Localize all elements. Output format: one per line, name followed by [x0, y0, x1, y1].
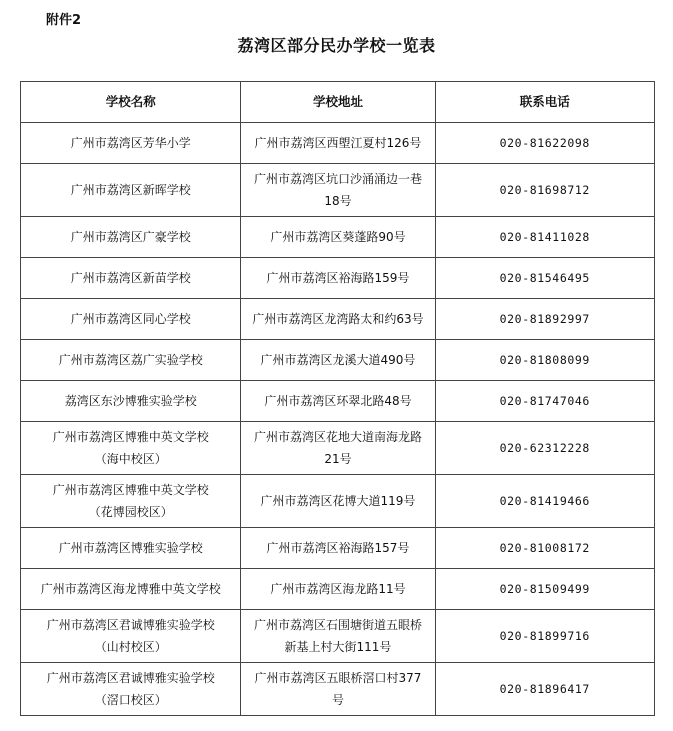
school-name-cell-line: 广州市荔湾区广豪学校	[70, 230, 191, 244]
school-name-cell	[21, 610, 241, 663]
phone-cell: 020-81899716	[435, 610, 654, 663]
school-name-cell	[21, 381, 241, 422]
school-name-cell-line: 广州市荔湾区海龙博雅中英文学校	[40, 582, 221, 596]
phone-cell: 020-81419466	[435, 475, 654, 528]
school-name-cell	[21, 258, 241, 299]
school-address-cell-line: 18号	[324, 194, 352, 208]
school-name-cell-line: 广州市荔湾区博雅实验学校	[58, 541, 203, 555]
school-address-cell-line: 广州市荔湾区花博大道119号	[260, 494, 416, 508]
school-name-cell-line: 荔湾区东沙博雅实验学校	[64, 394, 197, 408]
school-name-cell-line: （滘口校区）	[94, 693, 167, 707]
school-name-cell	[21, 422, 241, 475]
school-name-cell	[21, 164, 241, 217]
school-address-cell-line: 广州市荔湾区裕海路159号	[266, 271, 410, 285]
phone-cell: 020-81546495	[435, 258, 654, 299]
table-row	[21, 340, 655, 381]
school-name-cell-line: 广州市荔湾区博雅中英文学校	[52, 483, 209, 497]
school-address-cell-line: 广州市荔湾区裕海路157号	[266, 541, 410, 555]
phone-cell: 020-81808099	[435, 340, 654, 381]
attachment-label: 附件2	[46, 13, 82, 28]
school-address-cell-line: 广州市荔湾区西塱江夏村126号	[254, 136, 422, 150]
school-address-cell-line: 广州市荔湾区葵蓬路90号	[270, 230, 406, 244]
table-row	[21, 123, 655, 164]
school-name-cell-line: 广州市荔湾区博雅中英文学校	[52, 430, 209, 444]
school-name-cell	[21, 475, 241, 528]
school-address-cell-line: 广州市荔湾区龙湾路太和约63号	[252, 312, 424, 326]
header-phone: 联系电话	[435, 82, 654, 123]
phone-cell: 020-81411028	[435, 217, 654, 258]
school-address-cell	[241, 217, 435, 258]
school-name-cell	[21, 569, 241, 610]
phone-cell: 020-81622098	[435, 123, 654, 164]
school-name-cell	[21, 663, 241, 716]
phone-cell: 020-81747046	[435, 381, 654, 422]
school-address-cell-line: 广州市荔湾区环翠北路48号	[264, 394, 412, 408]
phone-cell: 020-81008172	[435, 528, 654, 569]
table-row	[21, 569, 655, 610]
table-header-row	[21, 82, 655, 123]
school-address-cell-line: 广州市荔湾区坑口沙涌涌边一巷	[253, 172, 422, 186]
school-address-cell-line: 号	[331, 693, 344, 707]
table-row	[21, 422, 655, 475]
school-address-cell	[241, 299, 435, 340]
school-name-cell-line: 广州市荔湾区新苗学校	[70, 271, 191, 285]
table-row	[21, 475, 655, 528]
table-row	[21, 381, 655, 422]
school-address-cell-line: 广州市荔湾区石围塘街道五眼桥	[253, 618, 422, 632]
school-address-cell-line: 广州市荔湾区五眼桥滘口村377	[254, 671, 422, 685]
table-row	[21, 299, 655, 340]
school-address-cell	[241, 258, 435, 299]
phone-cell: 020-81896417	[435, 663, 654, 716]
school-name-cell-line: 广州市荔湾区新晖学校	[70, 183, 191, 197]
school-address-cell	[241, 663, 435, 716]
school-name-cell-line: （山村校区）	[94, 640, 167, 654]
table-row	[21, 217, 655, 258]
table-row	[21, 663, 655, 716]
school-address-cell	[241, 528, 435, 569]
school-name-cell-line: （海中校区）	[94, 452, 167, 466]
school-name-cell-line: 广州市荔湾区君诚博雅实验学校	[46, 618, 215, 632]
school-address-cell	[241, 340, 435, 381]
page-title: 荔湾区部分民办学校一览表	[237, 36, 436, 55]
school-address-cell-line: 广州市荔湾区海龙路11号	[270, 582, 406, 596]
school-name-cell-line: 广州市荔湾区荔广实验学校	[58, 353, 203, 367]
school-address-cell	[241, 475, 435, 528]
schools-table	[20, 81, 655, 716]
table-row	[21, 164, 655, 217]
school-name-cell	[21, 299, 241, 340]
school-name-cell	[21, 217, 241, 258]
school-address-cell	[241, 610, 435, 663]
school-name-cell-line: 广州市荔湾区芳华小学	[70, 136, 191, 150]
school-name-cell-line: 广州市荔湾区君诚博雅实验学校	[46, 671, 215, 685]
phone-cell: 020-81509499	[435, 569, 654, 610]
school-name-cell-line: 广州市荔湾区同心学校	[70, 312, 191, 326]
school-address-cell-line: 新基上村大街111号	[284, 640, 392, 654]
school-address-cell	[241, 381, 435, 422]
table-row	[21, 528, 655, 569]
header-school-name: 学校名称	[21, 82, 241, 123]
school-name-cell	[21, 340, 241, 381]
phone-cell: 020-81892997	[435, 299, 654, 340]
header-school-address: 学校地址	[241, 82, 435, 123]
school-address-cell	[241, 422, 435, 475]
school-name-cell	[21, 123, 241, 164]
school-name-cell-line: （花博园校区）	[88, 505, 173, 519]
table-row	[21, 610, 655, 663]
school-address-cell-line: 广州市荔湾区花地大道南海龙路	[253, 430, 422, 444]
phone-cell: 020-81698712	[435, 164, 654, 217]
school-name-cell	[21, 528, 241, 569]
school-address-cell	[241, 123, 435, 164]
table-row	[21, 258, 655, 299]
school-address-cell-line: 21号	[324, 452, 352, 466]
phone-cell: 020-62312228	[435, 422, 654, 475]
school-address-cell	[241, 164, 435, 217]
school-address-cell-line: 广州市荔湾区龙溪大道490号	[260, 353, 416, 367]
school-address-cell	[241, 569, 435, 610]
